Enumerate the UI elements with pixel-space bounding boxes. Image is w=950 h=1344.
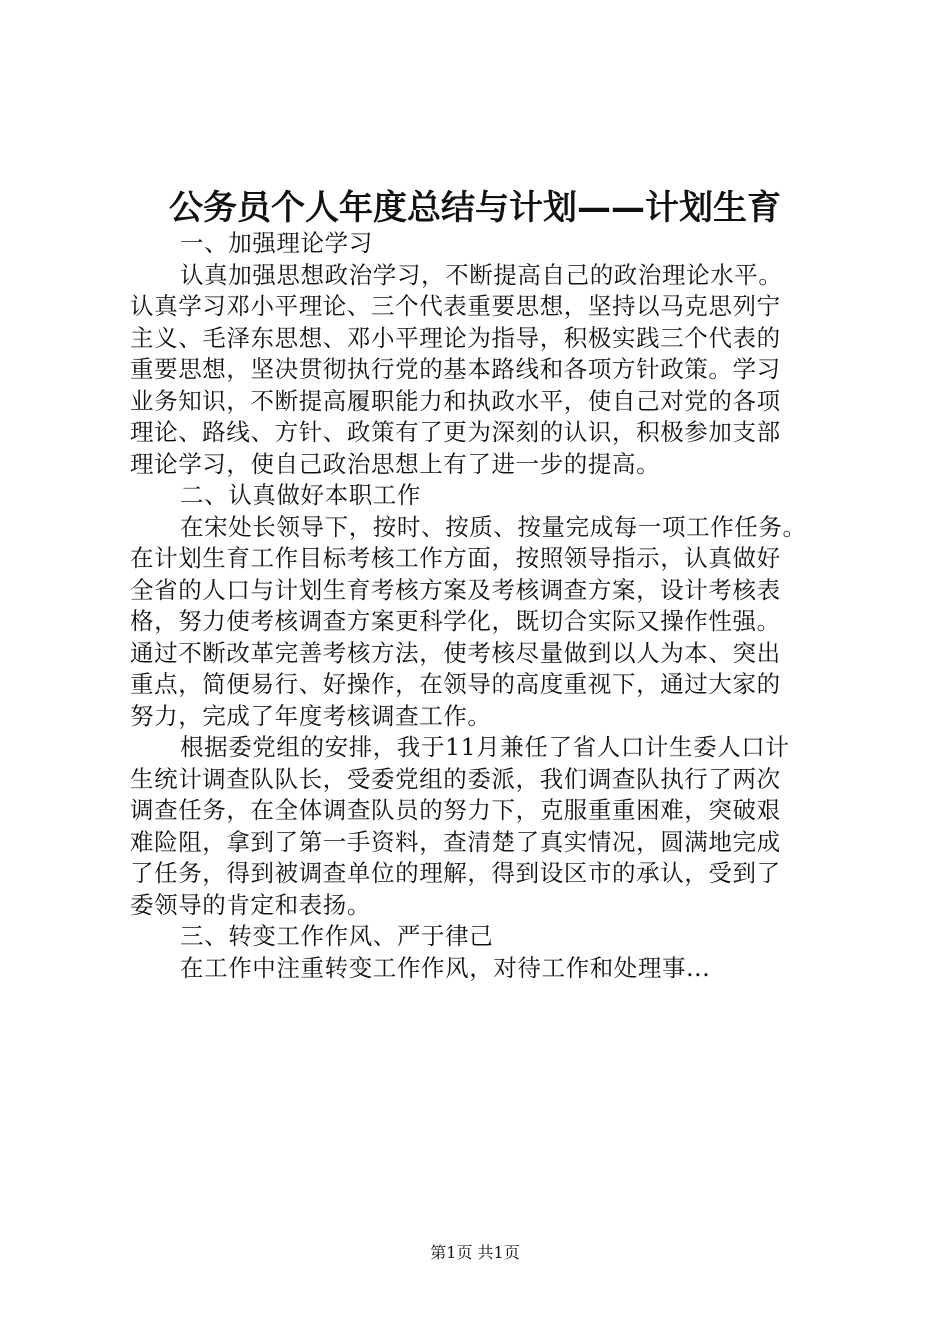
paragraph-line: 重点，简便易行、好操作，在领导的高度重视下，通过大家的 (130, 670, 781, 698)
paragraph-line: 生统计调查队队长，受委党组的委派，我们调查队执行了两次 (130, 764, 781, 793)
paragraph-line: 重要思想，坚决贯彻执行党的基本路线和各项方针政策。学习 (130, 355, 781, 383)
document-title: 公务员个人年度总结与计划——计划生育 (169, 188, 781, 228)
paragraph-line: 委领导的肯定和表扬。 (130, 890, 371, 919)
document-body (130, 228, 830, 984)
paragraph-line: 认真学习邓小平理论、三个代表重要思想，坚持以马克思列宁 (130, 292, 781, 320)
paragraph-line: 了任务，得到被调查单位的理解，得到设区市的承认，受到了 (130, 859, 781, 887)
section-heading-style: 三、转变工作作风、严于律己 (180, 922, 494, 950)
paragraph-line: 理论学习，使自己政治思想上有了进一步的提高。 (130, 449, 661, 478)
paragraph-line: 认真加强思想政治学习，不断提高自己的政治理论水平。 (180, 260, 783, 289)
paragraph-line: 业务知识，不断提高履职能力和执政水平，使自己对党的各项 (130, 386, 781, 415)
paragraph-line: 理论、路线、方针、政策有了更为深刻的认识，积极参加支部 (130, 418, 781, 446)
paragraph-line: 全省的人口与计划生育考核方案及考核调查方案，设计考核表 (130, 575, 781, 604)
paragraph-line: 在宋处长领导下，按时、按质、按量完成每一项工作任务。 (180, 512, 807, 541)
paragraph-line: 通过不断改革完善考核方法，使考核尽量做到以人为本、突出 (130, 638, 781, 667)
paragraph-line: 在计划生育工作目标考核工作方面，按照领导指示，认真做好 (130, 544, 781, 572)
section-heading-theory: 一、加强理论学习 (180, 229, 373, 257)
section-heading-work: 二、认真做好本职工作 (180, 481, 421, 509)
page-number-footer: 第1页 共1页 (430, 1243, 520, 1262)
paragraph-line: 主义、毛泽东思想、邓小平理论为指导，积极实践三个代表的 (130, 323, 781, 352)
paragraph-line: 格，努力使考核调查方案更科学化，既切合实际又操作性强。 (130, 607, 781, 635)
paragraph-line: 调查任务，在全体调查队员的努力下，克服重重困难，突破艰 (130, 796, 781, 824)
paragraph-line: 难险阻，拿到了第一手资料，查清楚了真实情况，圆满地完成 (130, 827, 781, 856)
paragraph-line: 根据委党组的安排，我于11月兼任了省人口计生委人口计 (180, 733, 790, 761)
paragraph-line: 在工作中注重转变工作作风，对待工作和处理事... (180, 953, 711, 982)
paragraph-line: 努力，完成了年度考核调查工作。 (130, 701, 492, 730)
